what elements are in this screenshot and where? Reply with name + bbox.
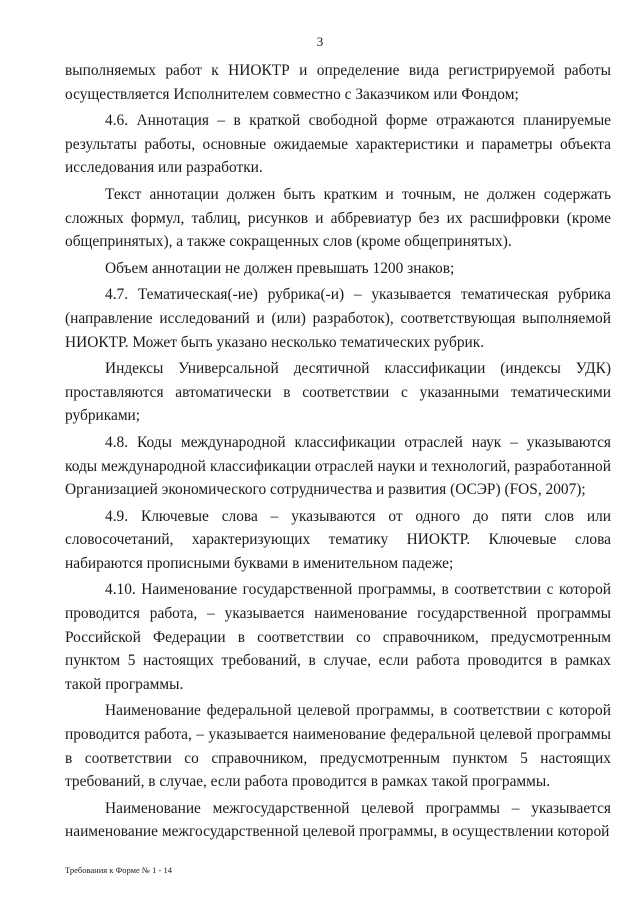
page-footer: Требования к Форме № 1 - 14 — [65, 865, 172, 875]
paragraph-4-6-annotation: 4.6. Аннотация – в краткой свободной форме отражаются планируемые результаты работы, основные ожидаемые характеристики и параметры объекта исследования или разработки. — [65, 112, 611, 177]
paragraph-federal-target-program: Наименование федеральной целевой программы, в соответствии с которой проводится работа, – указывается наименование федеральной целевой программы в соответствии со справочником, предусмотренным пунктом 5 настоящих требований, в случае, если работа проводится в рамках такой программы. — [65, 702, 611, 791]
paragraph-4-9-keywords: 4.9. Ключевые слова – указываются от одного до пяти слов или словосочетаний, характеризующих тематику НИОКТР. Ключевые слова набираются прописными буквами в именительном падеже; — [65, 507, 611, 572]
paragraph-4-8-science-codes: 4.8. Коды международной классификации отраслей наук – указываются коды международной классификации отраслей науки и технологий, разработанной Организацией экономического сотрудничества и развития (ОСЭР) (FOS, 2007); — [65, 433, 611, 499]
paragraph-annotation-length: Объем аннотации не должен превышать 1200 знаков; — [105, 259, 455, 277]
page-number: 3 — [316, 34, 324, 49]
paragraph-4-10-state-program: 4.10. Наименование государственной программы, в соответствии с которой проводится работа, – указывается наименование государственной программы Российской Федерации в соответствии со справочником, предусмотренным пунктом 5 настоящих требований, в случае, если работа проводится в рамках такой программы. — [65, 581, 611, 693]
paragraph-annotation-text-rules: Текст аннотации должен быть кратким и точным, не должен содержать сложных формул, таблиц, рисунков и аббревиатур без их расшифровки (кроме общепринятых), а также сокращенных слов (кроме общепринятых). — [65, 185, 611, 251]
paragraph-4-7-thematic-rubric: 4.7. Тематическая(-ие) рубрика(-и) – указывается тематическая рубрика (направление исследований и (или) разработок), соответствующая выполняемой НИОКТР. Может быть указано несколько тематических рубрик. — [65, 286, 611, 351]
paragraph-continuation: выполняемых работ к НИОКТР и определение вида регистрируемой работы осуществляется Исполнителем совместно с Заказчиком или Фондом; — [65, 62, 611, 103]
paragraph-interstate-program: Наименование межгосударственной целевой программы – указывается наименование межгосударственной целевой программы, в осуществлении которой — [65, 799, 611, 841]
paragraph-udc-indexes: Индексы Универсальной десятичной классификации (индексы УДК) проставляются автоматически в соответствии с указанными тематическими рубриками; — [65, 360, 611, 425]
document-body — [65, 59, 611, 844]
